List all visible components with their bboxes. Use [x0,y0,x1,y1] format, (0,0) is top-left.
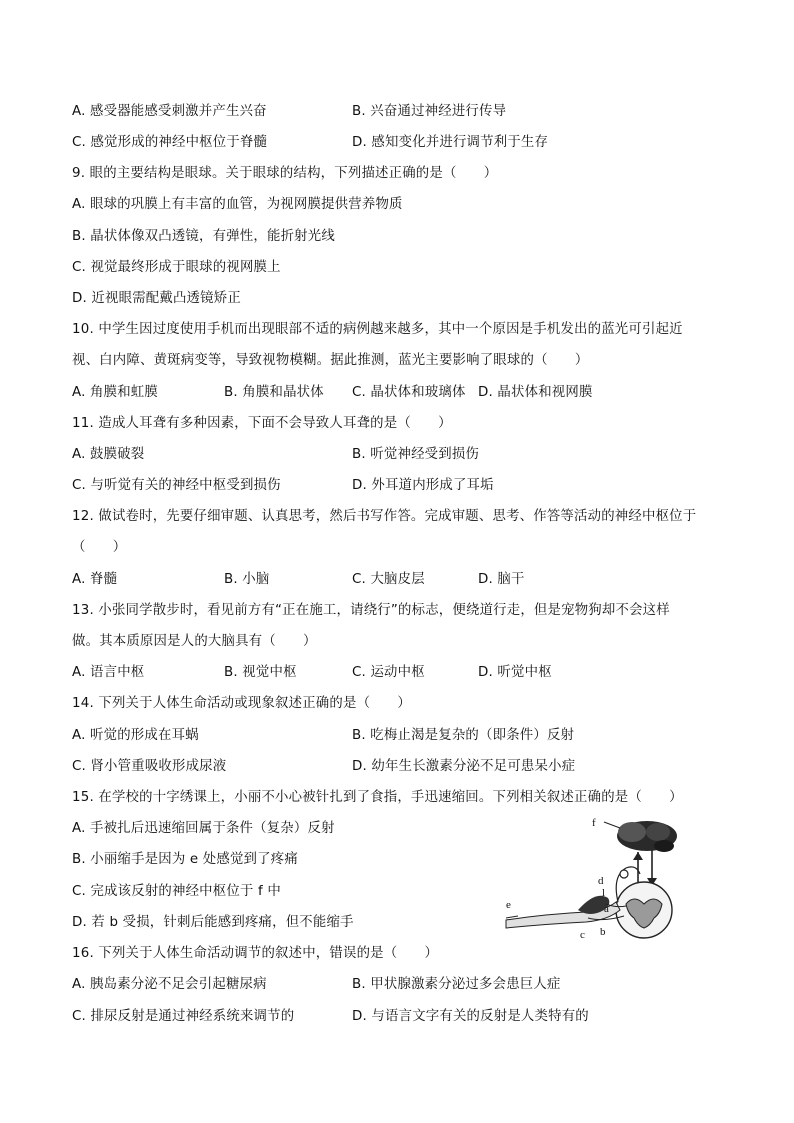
q12-option-b: B. 小脑 [224,572,270,587]
q9-option-a: A. 眼球的巩膜上有丰富的血管，为视网膜提供营养物质 [72,197,403,212]
label-d: d [598,875,604,887]
q10-option-d: D. 晶状体和视网膜 [478,385,593,400]
q11-option-c: C. 与听觉有关的神经中枢受到损伤 [72,478,281,493]
label-c-upper: l [602,887,606,899]
label-c: c [580,929,585,940]
label-a: a [604,903,609,915]
reflex-arc-figure [492,812,692,940]
q10-option-c: C. 晶状体和玻璃体 [352,385,466,400]
q9-stem: 9. 眼的主要结构是眼球。关于眼球的结构，下列描述正确的是（ ） [72,166,498,181]
q11-option-b: B. 听觉神经受到损伤 [352,447,480,462]
q14-option-c: C. 肾小管重吸收形成尿液 [72,759,227,774]
q16-option-d: D. 与语言文字有关的反射是人类特有的 [352,1009,589,1024]
q13-option-a: A. 语言中枢 [72,665,145,680]
q13-stem-line1: 13. 小张同学散步时，看见前方有“正在施工，请绕行”的标志，便绕道行走，但是宠物狗却不会这样 [72,603,670,618]
q9-option-b: B. 晶状体像双凸透镜，有弹性，能折射光线 [72,229,335,244]
q15-option-b: B. 小丽缩手是因为 e 处感觉到了疼痛 [72,852,298,867]
q16-option-a: A. 胰岛素分泌不足会引起糖尿病 [72,977,267,992]
q10-stem-line2: 视、白内障、黄斑病变等，导致视物模糊。据此推测，蓝光主要影响了眼球的（ ） [72,353,589,368]
q15-option-c: C. 完成该反射的神经中枢位于 f 中 [72,884,281,899]
q13-option-c: C. 运动中枢 [352,665,425,680]
q15-option-a: A. 手被扎后迅速缩回属于条件（复杂）反射 [72,821,335,836]
q14-option-d: D. 幼年生长激素分泌不足可患呆小症 [352,759,576,774]
q10-option-b: B. 角膜和晶状体 [224,385,324,400]
q14-stem: 14. 下列关于人体生命活动或现象叙述正确的是（ ） [72,696,411,711]
q12-option-d: D. 脑干 [478,572,525,587]
ganglion [620,870,628,878]
q8-option-b: B. 兴奋通过神经进行传导 [352,104,507,119]
q10-option-a: A. 角膜和虹膜 [72,385,158,400]
finger-line [506,916,518,918]
q13-stem-line2: 做。其本质原因是人的大脑具有（ ） [72,634,317,649]
label-f-leader [604,822,620,828]
q16-option-c: C. 排尿反射是通过神经系统来调节的 [72,1009,295,1024]
label-e: e [506,899,511,911]
q13-option-d: D. 听觉中枢 [478,665,552,680]
q11-stem: 11. 造成人耳聋有多种因素，下面不会导致人耳聋的是（ ） [72,416,452,431]
q11-option-d: D. 外耳道内形成了耳垢 [352,478,494,493]
q16-option-b: B. 甲状腺激素分泌过多会患巨人症 [352,977,561,992]
q11-option-a: A. 鼓膜破裂 [72,447,145,462]
brain-shape [617,821,677,852]
q12-stem-line2: （ ） [72,540,127,555]
q8-option-c: C. 感觉形成的神经中枢位于脊髓 [72,135,268,150]
q14-option-b: B. 吃梅止渴是复杂的（即条件）反射 [352,728,575,743]
spinal-cord-section [616,882,672,938]
q10-stem-line1: 10. 中学生因过度使用手机而出现眼部不适的病例越来越多，其中一个原因是手机发出的蓝光可引起近 [72,322,683,337]
label-f: f [592,817,596,829]
q14-option-a: A. 听觉的形成在耳蜗 [72,728,199,743]
q13-option-b: B. 视觉中枢 [224,665,297,680]
q8-option-a: A. 感受器能感受刺激并产生兴奋 [72,104,267,119]
q12-option-c: C. 大脑皮层 [352,572,425,587]
q16-stem: 16. 下列关于人体生命活动调节的叙述中，错误的是（ ） [72,946,439,961]
up-arrow-icon [633,852,643,860]
q12-stem-line1: 12. 做试卷时，先要仔细审题、认真思考，然后书写作答。完成审题、思考、作答等活动的神经中枢位于 [72,509,697,524]
label-b: b [600,926,606,938]
q8-option-d: D. 感知变化并进行调节利于生存 [352,135,549,150]
q12-option-a: A. 脊髓 [72,572,118,587]
q15-stem: 15. 在学校的十字绣课上，小丽不小心被针扎到了食指，手迅速缩回。下列相关叙述正确的是（ ） [72,790,683,805]
q9-option-c: C. 视觉最终形成于眼球的视网膜上 [72,260,281,275]
q9-option-d: D. 近视眼需配戴凸透镜矫正 [72,291,241,306]
q15-option-d: D. 若 b 受损，针刺后能感到疼痛，但不能缩手 [72,915,354,930]
